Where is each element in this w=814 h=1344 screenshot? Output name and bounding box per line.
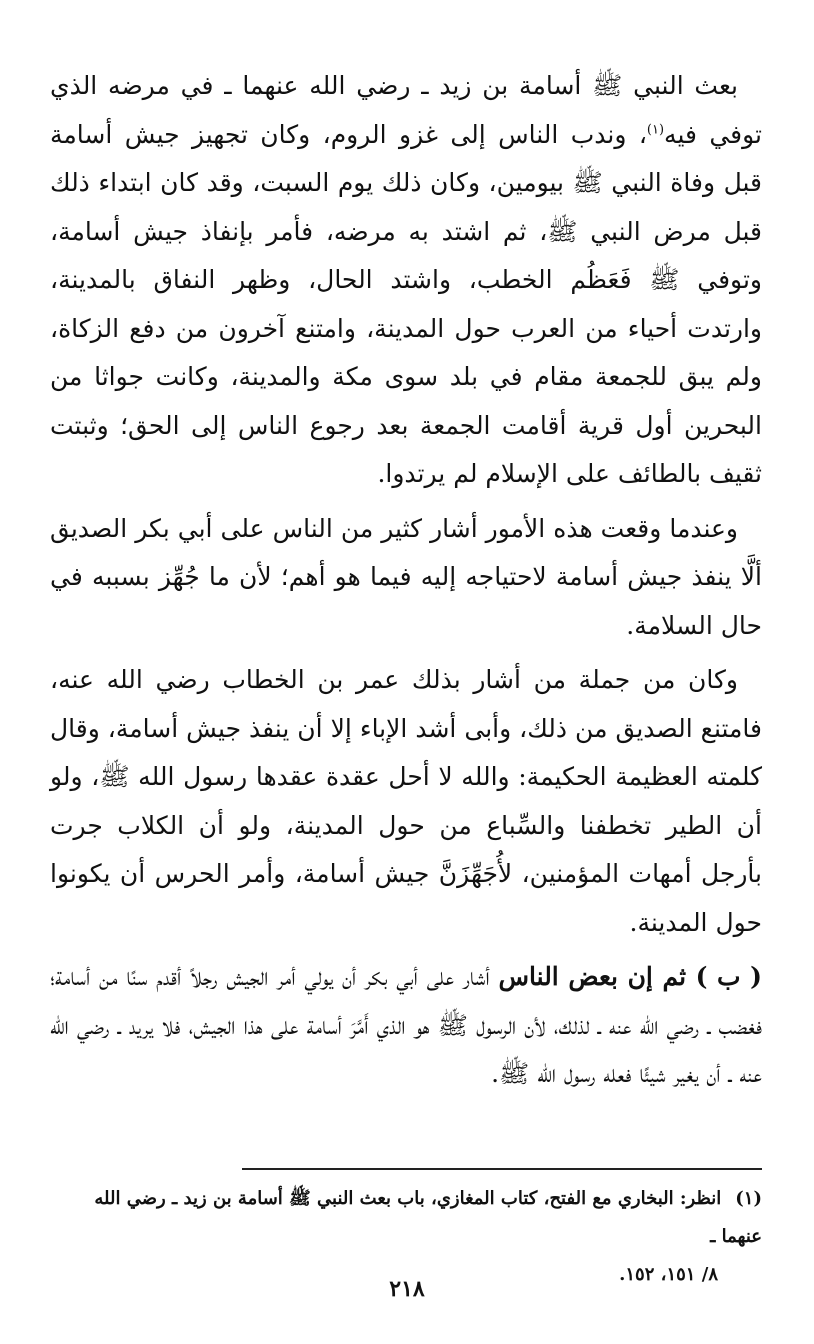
footnote-divider — [242, 1168, 762, 1170]
paragraph-2-text: وعندما وقعت هذه الأمور أشار كثير من الناس على أبي بكر الصديق ألَّا ينفذ جيش أسامة لاحتياجه إليه فيما هو أهم؛ لأن ما جُهِّز بسببه في حال السلامة. — [50, 513, 762, 640]
paragraph-1-text-start: بعث النبي ﷺ أسامة بن زيد ـ رضي الله عنهما ـ في مرضه الذي توفي فيه — [50, 71, 762, 149]
paragraph-2 — [50, 505, 762, 651]
paragraph-1 — [50, 62, 762, 499]
main-text — [50, 62, 762, 1105]
footnote-reference[interactable]: (١) — [646, 122, 665, 138]
paragraph-1-text-end: ، وندب الناس إلى غزو الروم، وكان تجهيز جيش أسامة قبل وفاة النبي ﷺ بيومين، وكان ذلك يوم السبت، وقد كان ابتداء ذلك قبل مرض النبي ﷺ، ثم اشتد به مرضه، فأمر بإنفاذ جيش أسامة، وتوفي ﷺ فَعَظُم الخطب، واشتد الحال، وظهر النفاق بالمدينة، وارتدت أحياء من العرب حول المدينة، وامتنع آخرون من دفع الزكاة، ولم يبق للجمعة مقام في بلد سوى مكة والمدينة، وكانت جواثا من البحرين أول قرية أقامت الجمعة بعد رجوع الناس إلى الحق؛ وثبتت ثقيف بالطائف على الإسلام لم يرتدوا. — [50, 119, 762, 488]
footnote-number: (١) — [735, 1188, 762, 1209]
paragraph-4 — [50, 953, 762, 1099]
paragraph-4-text: أشار على أبي بكر أن يولي أمر الجيش رجلاً أقدم سنًا من أسامة؛ فغضب ـ رضي الله عنه ـ لذلك، لأن الرسول ﷺ هو الذي أَمَّرَ أسامة على هذا الجيش، فلا يريد ـ رضي الله عنه ـ أن يغير شيئًا فعله رسول الله ﷺ. — [50, 962, 762, 1088]
paragraph-3-text: وكان من جملة من أشار بذلك عمر بن الخطاب رضي الله عنه، فامتنع الصديق من ذلك، وأبى أشد الإباء إلا أن ينفذ جيش أسامة، وقال كلمته العظيمة الحكيمة: والله لا أحل عقدة عقدها رسول الله ﷺ، ولو أن الطير تخطفنا والسِّباع من حول المدينة، ولو أن الكلاب جرت بأرجل أمهات المؤمنين، لأُجَهِّزَنَّ جيش أسامة، وأمر الحرس أن يكونوا حول المدينة. — [50, 665, 762, 937]
paragraph-3 — [50, 656, 762, 947]
page-number: ٢١٨ — [389, 1276, 425, 1302]
footnote-line-2: ٨/ ١٥١، ١٥٢. — [619, 1264, 718, 1285]
footnote-line-1: انظر: البخاري مع الفتح، كتاب المغازي، باب بعث النبي ﷺ أسامة بن زيد ـ رضي الله عنهما ـ — [94, 1188, 762, 1247]
paragraph-4-bold-lead: ( ب ) ثم إن بعض الناس — [498, 962, 762, 991]
